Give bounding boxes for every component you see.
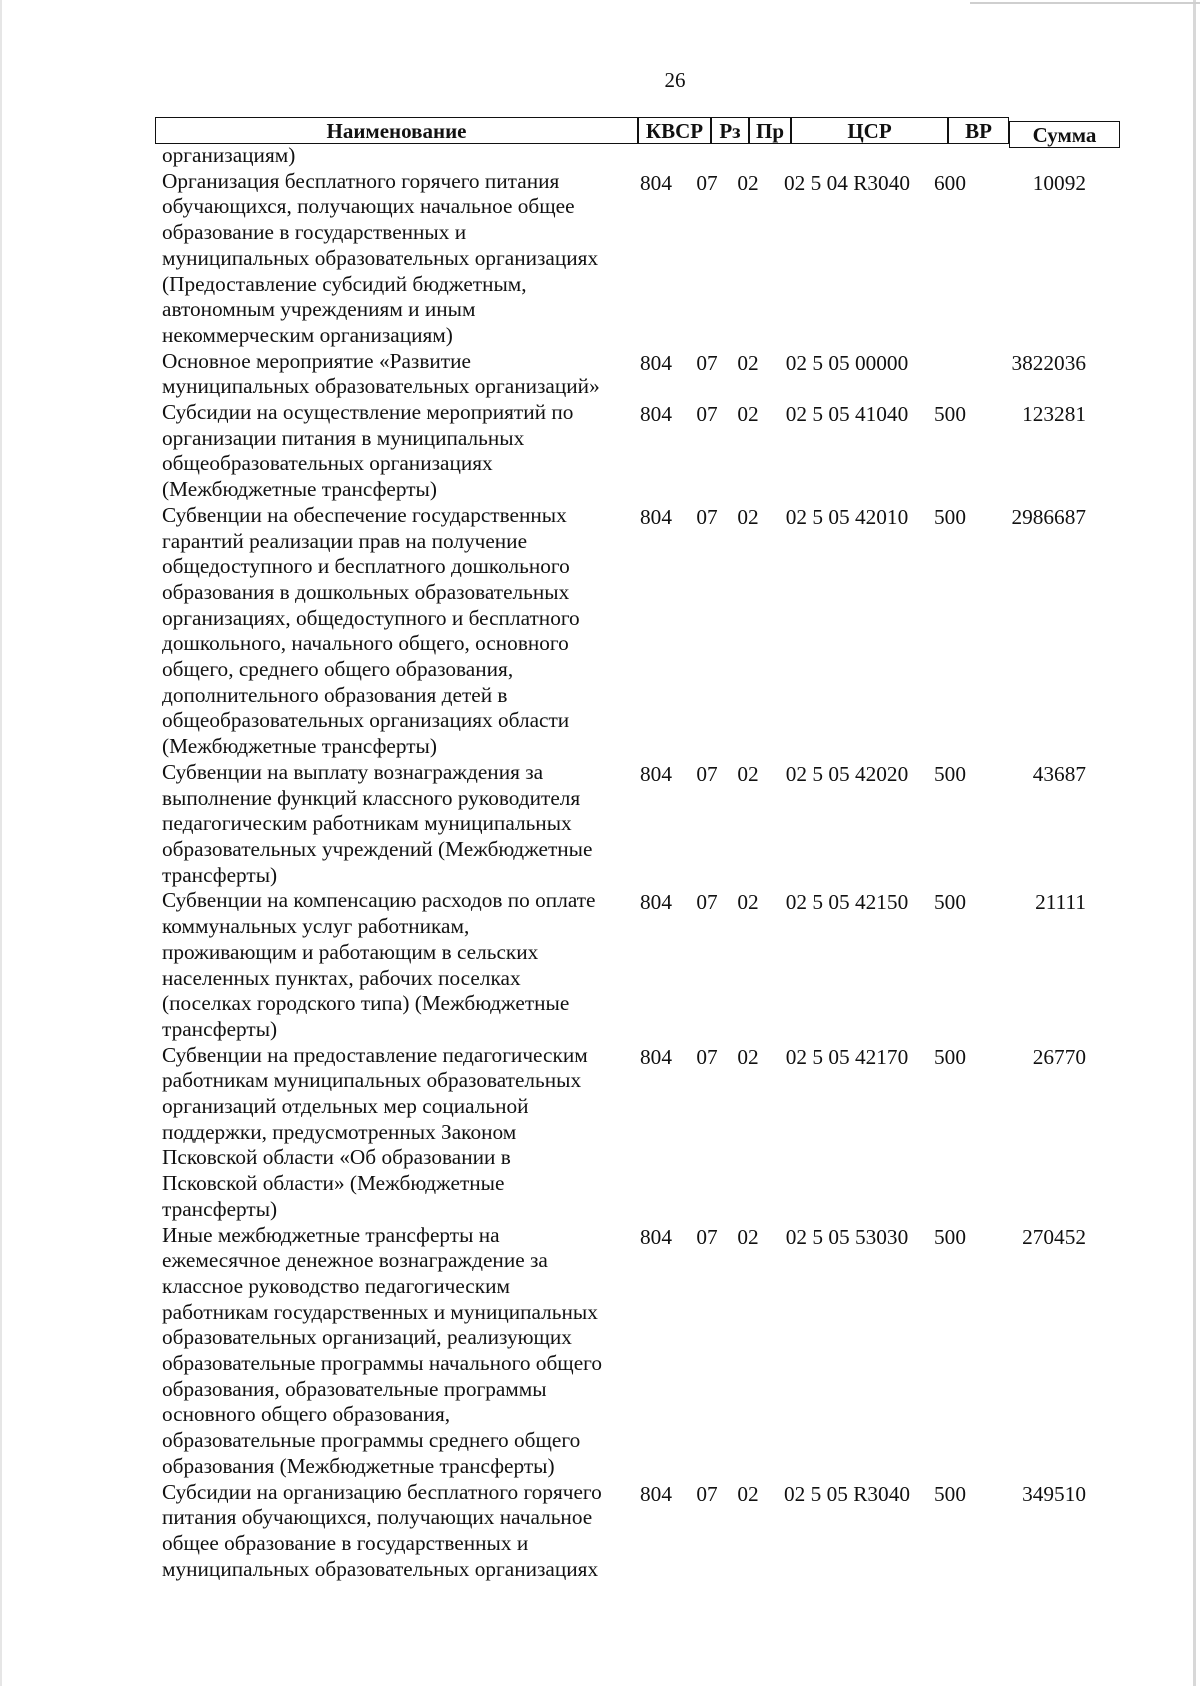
- cell-kvsr: 804: [640, 1481, 672, 1506]
- cell-name-line: трансферты): [162, 1196, 278, 1221]
- cell-pr: 02: [737, 170, 759, 195]
- cell-name-line: общеобразовательных организациях: [162, 451, 493, 476]
- cell-name-line: работникам муниципальных образовательных: [162, 1068, 582, 1093]
- cell-csr: 02 5 05 41040: [785, 402, 909, 427]
- cell-csr: 02 5 05 R3040: [783, 1481, 910, 1506]
- table-row: [0, 349, 1200, 400]
- cell-pr: 02: [737, 1044, 759, 1069]
- cell-name-line: коммунальных услуг работникам,: [162, 914, 470, 939]
- cell-csr: [774, 143, 920, 169]
- cell-name-line: ежемесячное денежное вознаграждение за: [162, 1248, 548, 1273]
- cell-rz: 07: [696, 1044, 718, 1069]
- cell-kvsr: 804: [640, 1044, 672, 1069]
- header-rz: Рз: [711, 117, 749, 144]
- cell-name-line: образовательных организаций, реализующих: [162, 1325, 572, 1350]
- cell-name-line: дошкольного, начального общего, основного: [162, 631, 569, 656]
- cell-name-line: Субвенции на выплату вознаграждения за: [162, 759, 544, 784]
- cell-kvsr: 804: [640, 350, 672, 375]
- cell-name-line: образовательных учреждений (Межбюджетные: [162, 836, 593, 861]
- cell-rz: 07: [696, 504, 718, 529]
- cell-name-line: образования в дошкольных образовательных: [162, 579, 570, 604]
- cell-name-line: муниципальных образовательных организациях: [162, 1556, 599, 1581]
- cell-kvsr: 804: [640, 170, 672, 195]
- cell-name-line: Субвенции на обеспечение государственных: [162, 502, 567, 527]
- cell-name-line: (Межбюджетные трансферты): [162, 734, 437, 759]
- cell-name-line: муниципальных образовательных организациях: [162, 245, 599, 270]
- cell-name-line: общеобразовательных организациях области: [162, 708, 570, 733]
- cell-name-line: Организация бесплатного горячего питания: [162, 168, 560, 193]
- header-sum: Сумма: [1009, 121, 1120, 148]
- cell-name-line: Иные межбюджетные трансферты на: [162, 1222, 500, 1247]
- cell-sum: 21111: [1035, 890, 1086, 915]
- cell-name-line: образования, образовательные программы: [162, 1376, 547, 1401]
- cell-name-line: общее образование в государственных и: [162, 1530, 529, 1555]
- cell-name-line: Основное мероприятие «Развитие: [162, 348, 471, 373]
- cell-pr: 02: [737, 350, 759, 375]
- cell-sum: 26770: [1032, 1044, 1086, 1069]
- table-row: [0, 760, 1200, 889]
- cell-name-line: автономным учреждениям и иным: [162, 297, 476, 322]
- cell-name-line: организаций отдельных мер социальной: [162, 1094, 529, 1119]
- cell-name: [162, 169, 622, 349]
- cell-pr: 02: [737, 890, 759, 915]
- cell-name-line: трансферты): [162, 1016, 278, 1041]
- cell-rz: 07: [696, 1481, 718, 1506]
- cell-vr: 500: [934, 504, 966, 529]
- cell-csr: 02 5 05 42170: [785, 1044, 909, 1069]
- cell-name-line: некоммерческим организациям): [162, 322, 453, 347]
- header-name: Наименование: [155, 117, 638, 144]
- cell-name: [162, 400, 622, 503]
- cell-name-line: педагогическим работникам муниципальных: [162, 811, 572, 836]
- cell-vr: [922, 349, 978, 400]
- cell-name-line: трансферты): [162, 862, 278, 887]
- cell-pr: 02: [737, 1224, 759, 1249]
- table-row: [0, 1223, 1200, 1480]
- cell-csr: 02 5 05 42010: [785, 504, 909, 529]
- cell-name-line: образовательные программы начального общего: [162, 1351, 602, 1376]
- cell-name: [162, 1480, 622, 1583]
- cell-rz: 07: [696, 170, 718, 195]
- scan-top-line: [970, 2, 1200, 4]
- header-pr: Пр: [749, 117, 791, 144]
- cell-kvsr: 804: [640, 761, 672, 786]
- cell-pr: [730, 143, 766, 169]
- table-row: [0, 888, 1200, 1042]
- cell-name-line: проживающим и работающим в сельских: [162, 939, 539, 964]
- cell-vr: 500: [934, 890, 966, 915]
- table-body: [0, 143, 1200, 1582]
- cell-name-line: (поселках городского типа) (Межбюджетные: [162, 991, 570, 1016]
- cell-name-line: общего, среднего общего образования,: [162, 657, 514, 682]
- cell-csr: 02 5 04 R3040: [783, 170, 910, 195]
- table-row: [0, 1480, 1200, 1583]
- cell-name: [162, 143, 622, 169]
- cell-vr: [922, 143, 978, 169]
- cell-name-line: Субвенции на компенсацию расходов по оплате: [162, 888, 596, 913]
- cell-name-line: общедоступного и бесплатного дошкольного: [162, 554, 570, 579]
- cell-name-line: Псковской области «Об образовании в: [162, 1145, 511, 1170]
- cell-csr: 02 5 05 42150: [785, 890, 909, 915]
- cell-kvsr: 804: [640, 402, 672, 427]
- cell-vr: 500: [934, 761, 966, 786]
- cell-rz: 07: [696, 890, 718, 915]
- table-row: [0, 169, 1200, 349]
- table-row: [0, 503, 1200, 760]
- cell-name: [162, 1043, 622, 1223]
- cell-name-line: населенных пунктах, рабочих поселках: [162, 965, 521, 990]
- cell-name-line: Псковской области» (Межбюджетные: [162, 1171, 505, 1196]
- header-csr: ЦСР: [791, 117, 948, 144]
- cell-sum: 123281: [1022, 402, 1086, 427]
- cell-kvsr: 804: [640, 504, 672, 529]
- cell-name-line: дополнительного образования детей в: [162, 682, 508, 707]
- header-kvsr: КВСР: [638, 117, 711, 144]
- cell-rz: 07: [696, 761, 718, 786]
- cell-name-line: Субсидии на осуществление мероприятий по: [162, 400, 574, 425]
- cell-pr: 02: [737, 1481, 759, 1506]
- cell-sum: 349510: [1022, 1481, 1086, 1506]
- cell-csr: 02 5 05 53030: [785, 1224, 909, 1249]
- header-vr: ВР: [948, 117, 1009, 144]
- cell-name-line: Субсидии на организацию бесплатного горячего: [162, 1479, 602, 1504]
- cell-pr: 02: [737, 402, 759, 427]
- cell-name-line: организациям): [162, 143, 296, 167]
- cell-sum: 43687: [1032, 761, 1086, 786]
- cell-name-line: образование в государственных и: [162, 220, 467, 245]
- table-row: [0, 400, 1200, 503]
- cell-rz: [687, 143, 727, 169]
- cell-name-line: организациях, общедоступного и бесплатного: [162, 605, 580, 630]
- cell-vr: 500: [934, 1224, 966, 1249]
- cell-vr: 500: [934, 402, 966, 427]
- cell-csr: 02 5 05 42020: [785, 761, 909, 786]
- cell-kvsr: 804: [640, 890, 672, 915]
- cell-name-line: Субвенции на предоставление педагогическим: [162, 1042, 588, 1067]
- cell-name-line: образовательные программы среднего общего: [162, 1428, 581, 1453]
- cell-pr: 02: [737, 504, 759, 529]
- cell-rz: 07: [696, 402, 718, 427]
- cell-name-line: поддержки, предусмотренных Законом: [162, 1119, 517, 1144]
- cell-rz: 07: [696, 350, 718, 375]
- cell-sum: 2986687: [1011, 504, 1086, 529]
- cell-sum: 10092: [1032, 170, 1086, 195]
- cell-sum: 270452: [1022, 1224, 1086, 1249]
- cell-name: [162, 349, 622, 400]
- cell-name-line: обучающихся, получающих начальное общее: [162, 194, 575, 219]
- table-row: [0, 1043, 1200, 1223]
- cell-name: [162, 888, 622, 1042]
- cell-pr: 02: [737, 761, 759, 786]
- cell-name-line: (Предоставление субсидий бюджетным,: [162, 271, 527, 296]
- cell-vr: 500: [934, 1481, 966, 1506]
- cell-name-line: работникам государственных и муниципальных: [162, 1299, 598, 1324]
- cell-name-line: гарантий реализации прав на получение: [162, 528, 528, 553]
- cell-name-line: (Межбюджетные трансферты): [162, 477, 437, 502]
- cell-kvsr: 804: [640, 1224, 672, 1249]
- cell-name-line: образования (Межбюджетные трансферты): [162, 1453, 555, 1478]
- cell-name-line: питания обучающихся, получающих начальное: [162, 1505, 593, 1530]
- cell-name-line: организации питания в муниципальных: [162, 425, 525, 450]
- cell-name: [162, 1223, 622, 1480]
- table-row: [0, 143, 1200, 169]
- cell-csr: 02 5 05 00000: [785, 350, 909, 375]
- cell-sum: [976, 143, 1086, 169]
- cell-kvsr: [628, 143, 684, 169]
- cell-name-line: основного общего образования,: [162, 1402, 451, 1427]
- cell-sum: 3822036: [1011, 350, 1086, 375]
- cell-name-line: муниципальных образовательных организаций»: [162, 374, 600, 399]
- cell-name-line: выполнение функций классного руководителя: [162, 785, 581, 810]
- cell-vr: 600: [934, 170, 966, 195]
- cell-vr: 500: [934, 1044, 966, 1069]
- cell-name: [162, 760, 622, 889]
- page-number: 26: [664, 68, 686, 92]
- cell-rz: 07: [696, 1224, 718, 1249]
- cell-name-line: классное руководство педагогическим: [162, 1273, 510, 1298]
- cell-name: [162, 503, 622, 760]
